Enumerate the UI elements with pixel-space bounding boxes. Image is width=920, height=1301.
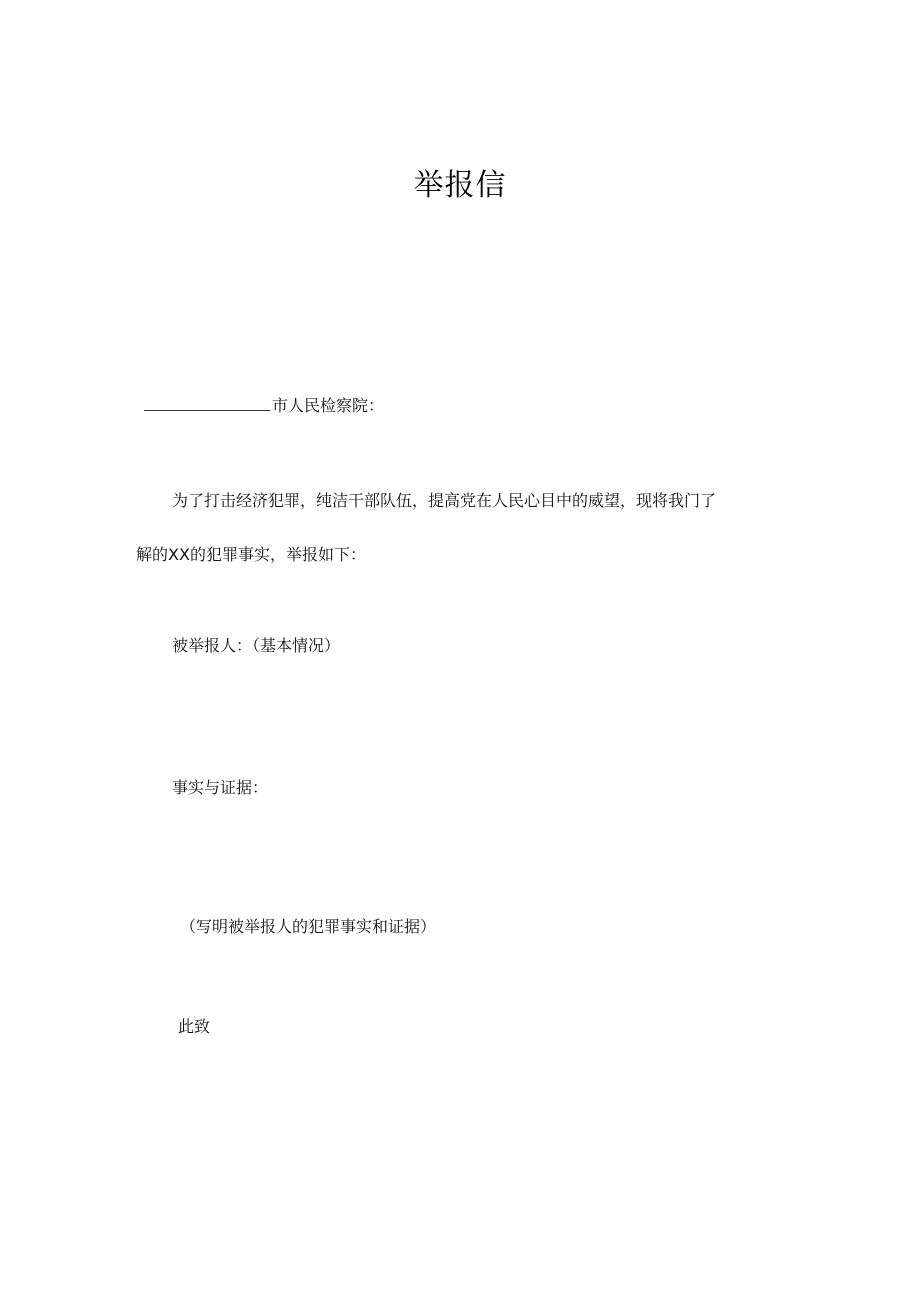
facts-hint: （写明被举报人的犯罪事实和证据） <box>180 917 437 936</box>
closing-text: 此致 <box>178 1017 211 1036</box>
addressee-line <box>144 394 384 418</box>
intro-line-1: 为了打击经济犯罪，纯洁干部队伍，提高党在人民心目中的威望，现将我门了 <box>172 491 717 510</box>
addressee-suffix: 市人民检察院： <box>272 396 385 415</box>
intro-line-2-suffix: 的犯罪事实，举报如下： <box>189 545 366 564</box>
document-title: 举报信 <box>413 168 507 203</box>
intro-line-2-prefix: 解的 <box>136 545 169 564</box>
facts-label: 事实与证据： <box>172 778 269 797</box>
intro-line-2 <box>136 543 366 567</box>
intro-line-2-xx: XX <box>168 545 190 564</box>
respondent-label: 被举报人：（基本情况） <box>172 636 341 655</box>
addressee-blank[interactable] <box>144 394 270 411</box>
